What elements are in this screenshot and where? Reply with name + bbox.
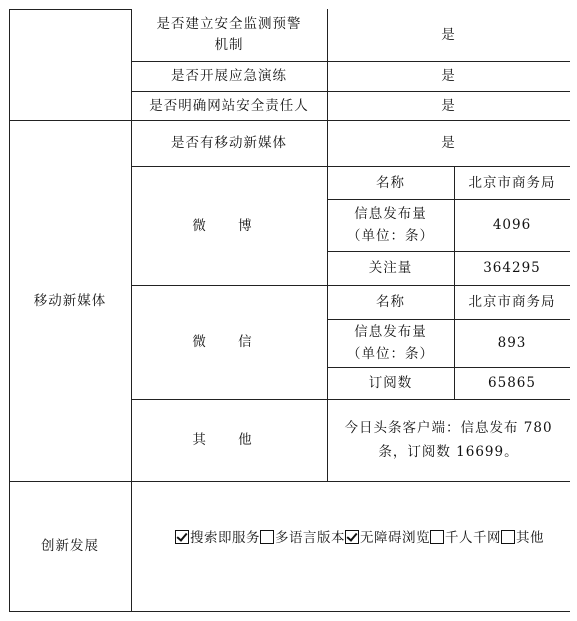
monitoring-label: 是否建立安全监测预警 机制 (156, 16, 302, 53)
unchecked-checkbox[interactable] (430, 530, 444, 544)
innovation-options (131, 481, 570, 611)
mobile-media-section-label: 移动新媒体 (33, 292, 107, 309)
innovation-option-label: 无障碍浏览 (360, 530, 430, 546)
drill-label: 是否开展应急演练 (171, 68, 287, 84)
weibo-followers-value: 364295 (483, 260, 541, 276)
innovation-option (501, 530, 544, 546)
has-media-value: 是 (441, 135, 456, 151)
innovation-option (345, 530, 430, 546)
innovation-option-label: 搜索即服务 (190, 530, 260, 546)
innovation-checkbox-group (175, 527, 544, 549)
wechat-name-value: 北京市商务局 (468, 294, 556, 310)
table-border (9, 9, 131, 10)
wechat-posts-label: 信息发布量 （单位：条） (347, 324, 434, 362)
wechat-name-label: 名称 (376, 294, 405, 310)
checked-checkbox[interactable] (175, 530, 189, 544)
table-border (9, 611, 570, 612)
info-table (9, 9, 570, 612)
innovation-option (430, 530, 501, 546)
weibo-followers-label: 关注量 (368, 260, 413, 276)
wechat-posts-value: 893 (497, 335, 527, 351)
responsible-label: 是否明确网站安全责任人 (149, 97, 309, 114)
innovation-label: 创新发展 (41, 538, 99, 554)
innovation-option-label: 千人千网 (445, 530, 501, 546)
innovation-option-label: 其他 (516, 530, 544, 546)
monitoring-value: 是 (441, 27, 456, 43)
wechat-label: 微 信 (192, 334, 266, 350)
innovation-option (175, 530, 260, 546)
other-label: 其 他 (192, 432, 266, 448)
weibo-name-value: 北京市商务局 (468, 174, 556, 191)
innovation-option (260, 530, 345, 546)
other-value: 今日头条客户端：信息发布 780 条，订阅数 16699。 (344, 420, 553, 460)
innovation-option-label: 多语言版本 (275, 530, 345, 546)
weibo-posts-label: 信息发布量 （单位：条） (347, 206, 434, 244)
weibo-name-label: 名称 (376, 174, 405, 191)
wechat-subscribers-value: 65865 (488, 375, 536, 391)
checked-checkbox[interactable] (345, 530, 359, 544)
wechat-subscribers-label: 订阅数 (368, 375, 413, 391)
weibo-posts-value: 4096 (492, 217, 532, 233)
weibo-label: 微 博 (192, 217, 266, 234)
drill-value: 是 (441, 68, 456, 84)
responsible-value: 是 (441, 97, 456, 114)
has-media-label: 是否有移动新媒体 (171, 135, 287, 151)
unchecked-checkbox[interactable] (501, 530, 515, 544)
unchecked-checkbox[interactable] (260, 530, 274, 544)
